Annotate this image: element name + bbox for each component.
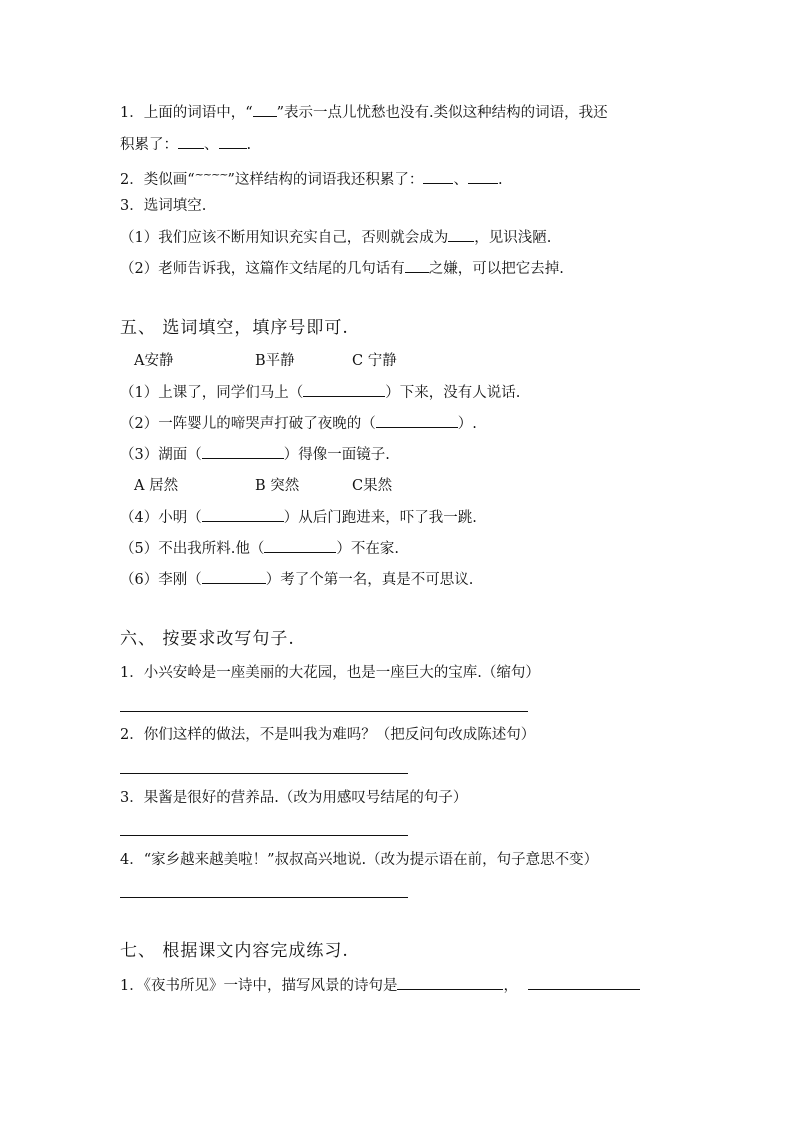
answer-line[interactable] (120, 711, 528, 712)
question-5-6: （6）李刚（ ）考了个第一名，真是不可思议. (120, 569, 473, 590)
question-6-1: 1．小兴安岭是一座美丽的大花园，也是一座巨大的宝库.（缩句） (120, 665, 540, 681)
question-6-3: 3．果酱是很好的营养品.（改为用感叹号结尾的句子） (120, 790, 468, 806)
question-6-4: 4．“家乡越来越美啦！”叔叔高兴地说.（改为提示语在前，句子意思不变） (120, 852, 599, 868)
question-5-1: （1）上课了，同学们马上（ ）下来，没有人说话. (120, 382, 520, 403)
question-4-2: 2．类似画“~~~~”这样结构的词语我还积累了： 、 . (120, 168, 503, 188)
fill-blank[interactable] (468, 169, 498, 184)
answer-line[interactable] (120, 835, 408, 836)
question-4-3-2: （2）老师告诉我，这篇作文结尾的几句话有 之嫌，可以把它去掉. (120, 258, 564, 279)
answer-line[interactable] (120, 773, 408, 774)
question-5-4: （4）小明（ ）从后门跑进来，吓了我一跳. (120, 507, 477, 528)
question-4-3-1: （1）我们应该不断用知识充实自己，否则就会成为 ，见识浅陋. (120, 227, 551, 248)
answer-line[interactable] (120, 897, 408, 898)
question-5-5: （5）不出我所料.他（ ）不在家. (120, 538, 399, 559)
question-4-1-line2: 积累了： 、 . (120, 134, 251, 155)
question-6-2: 2．你们这样的做法，不是叫我为难吗？（把反问句改成陈述句） (120, 727, 536, 743)
fill-blank[interactable] (423, 169, 453, 184)
word-options-2: A 居然 B 突然 C果然 (134, 478, 393, 494)
fill-blank[interactable] (202, 507, 284, 522)
fill-blank[interactable] (219, 134, 247, 149)
fill-blank[interactable] (264, 538, 336, 553)
fill-blank[interactable] (253, 102, 277, 117)
fill-blank[interactable] (528, 975, 640, 990)
question-7-1: 1．《夜书所见》一诗中，描写风景的诗句是 ， (120, 975, 640, 996)
fill-blank[interactable] (376, 413, 458, 428)
question-4-1-line1: 1．上面的词语中，“ ”表示一点儿忧愁也没有.类似这种结构的词语，我还 (120, 102, 608, 123)
fill-blank[interactable] (202, 444, 284, 459)
section-6-heading: 六、 按要求改写句子. (120, 629, 295, 649)
fill-blank[interactable] (178, 134, 204, 149)
fill-blank[interactable] (405, 258, 429, 273)
section-7-heading: 七、 根据课文内容完成练习. (120, 941, 349, 961)
section-5-heading: 五、 选词填空，填序号即可. (120, 318, 349, 338)
fill-blank[interactable] (448, 227, 474, 242)
question-4-3: 3．选词填空. (120, 198, 207, 214)
word-options-1: A安静 B平静 C 宁静 (134, 353, 397, 369)
fill-blank[interactable] (202, 569, 266, 584)
fill-blank[interactable] (303, 382, 385, 397)
question-5-3: （3）湖面（ ）得像一面镜子. (120, 444, 390, 465)
wavy-underline-mark: ~~~~ (194, 168, 228, 181)
question-5-2: （2）一阵婴儿的啼哭声打破了夜晚的（ ）. (120, 413, 477, 434)
fill-blank[interactable] (397, 975, 503, 990)
